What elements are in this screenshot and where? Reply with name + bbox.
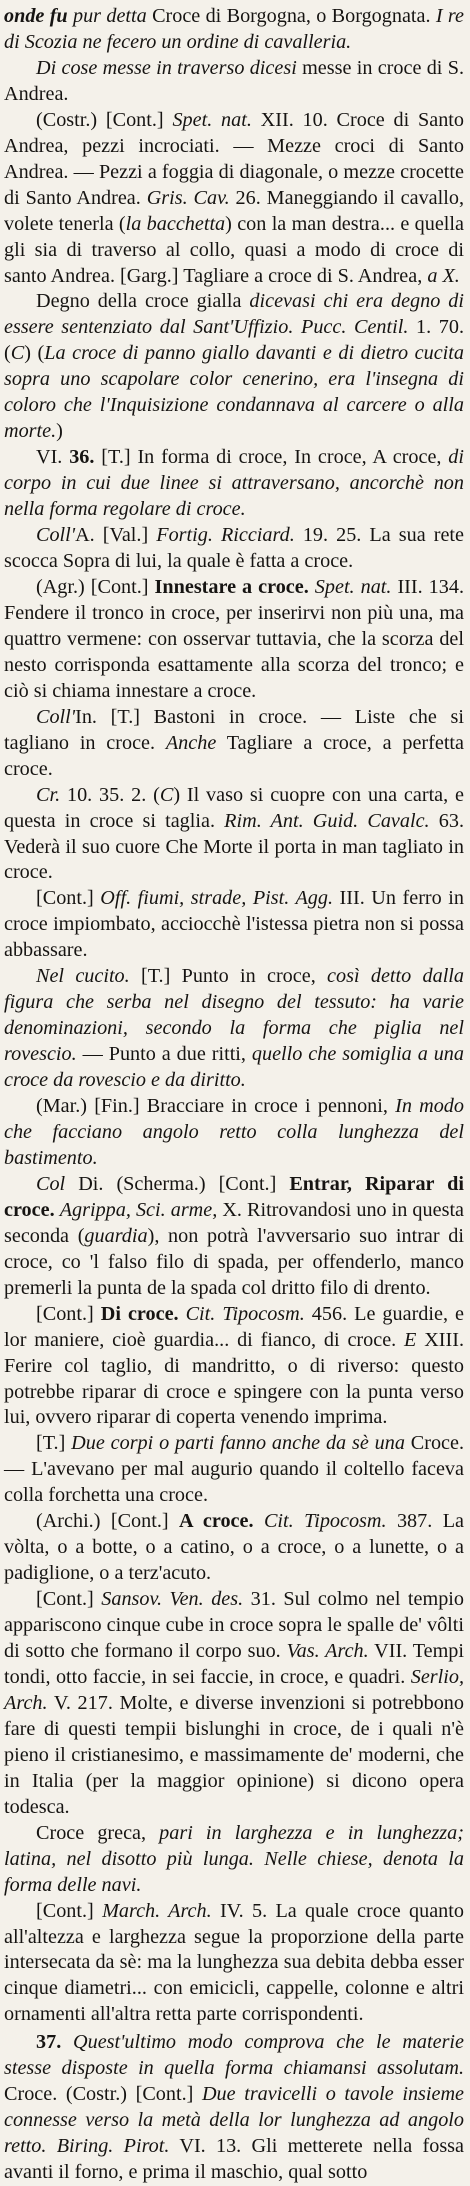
paragraph-di-croce-tipocosm: [Cont.] Di croce. Cit. Tipocosm. 456. Le guardie, e lor maniere, cioè guardia... di fianco, di croce. E XIII. Ferire col taglio, di mandritto, o di riverso: questo potrebbe riparar di croce e spingere con la punta verso lui, ovvero riparar di coperta venendo imprima. bbox=[4, 1302, 464, 1429]
paragraph-croce-greca: Croce greca, pari in larghezza e in lunghezza; latina, nel disotto più lunga. Nelle chiese, denota la forma delle navi. bbox=[4, 1821, 464, 1896]
paragraph-sansov-vas-serlio: [Cont.] Sansov. Ven. des. 31. Sul colmo nel tempio appariscono cinque cube in croce sopra le spalle de' vôlti di sotto che formano il corpo suo. Vas. Arch. VII. Tempi tondi, otto faccie, in sei faccie, in croce, e quadri. Serlio, Arch. V. 217. Molte, e diverse invenzioni si potrebbono fare di questi tempii bislunghi in croce, de i quali n'è pieno il cristianesimo, e massimamente de' moderni, che in Italia (per la maggior opinione) si dicono opera todesca. bbox=[4, 1588, 464, 1818]
paragraph-spet-nat-croce-santo-andrea: (Costr.) [Cont.] Spet. nat. XII. 10. Croce di Santo Andrea, pezzi incrociati. — Mezze croci di Santo Andrea. — Pezzi a foggia di diagonale, o mezze crocette di Santo Andrea. Gris. Cav. 26. Maneggiando il cavallo, volete tenerla (la bacchetta) con la man destra... e quella gli sia di traverso al collo, quasi a modo di croce di santo Andrea. [Garg.] Tagliare a croce di S. Andrea, a X. bbox=[4, 108, 465, 287]
paragraph-march-arch: [Cont.] March. Arch. IV. 5. La quale croce quanto all'altezza e larghezza segue la proporzione della parte intersecata da sè: ma la lunghezza sua debita debba esser cinque diametri... con emicicli, cappelle, colonne e altri ornamenti all'altra retta parte corrispondenti. bbox=[4, 1899, 464, 2026]
paragraph-borgogna-croce: onde fu pur detta Croce di Borgogna, o Borgognata. I re di Scozia ne fecero un ordine di cavalleria. bbox=[4, 5, 464, 53]
paragraph-bastoni-in-croce: Coll'In. [T.] Bastoni in croce. — Liste che si tagliano in croce. Anche Tagliare a croce, a perfetta croce. bbox=[4, 705, 464, 780]
paragraph-innestare-a-croce: (Agr.) [Cont.] Innestare a croce. Spet. nat. III. 134. Fendere il tronco in croce, per inserirvi non più una, ma quattro vermene: con osservar tuttavia, che la scorza del nesto corrisponda esattamente alla scorza del tronco; e ciò si chiama innestare a croce. bbox=[4, 575, 465, 702]
paragraph-croce-gialla: Degno della croce gialla dicevasi chi era degno di essere sentenziato dal Sant'Uffizio. Pucc. Centil. 1. 70. (C) (La croce di panno giallo davanti e di dietro cucita sopra uno scapolare color cenerino, era l'insegna di coloro che l'Inquisizione condannava al carcere o alla morte.) bbox=[4, 290, 464, 443]
paragraph-nel-cucito: Nel cucito. [T.] Punto in croce, così detto dalla figura che serba nel disegno del tessuto: ha varie denominazioni, secondo la forma che piglia nel rovescio. — Punto a due ritti, quello che somiglia a una croce da rovescio e da diritto. bbox=[4, 965, 465, 1092]
paragraph-fortig-ricciard: Coll'A. [Val.] Fortig. Ricciard. 19. 25. La sua rete scocca Sopra di lui, la quale è fatta a croce. bbox=[4, 524, 464, 573]
paragraph-scherma-entrar: Col Di. (Scherma.) [Cont.] Entrar, Riparar di croce. Agrippa, Sci. arme, X. Ritrovandosi uno in questa seconda (guardia), non potrà l'avversario suo intrar di croce, co 'l falso filo di spada, per offenderlo, manco premerli la punta de la spada col dritto filo di drento. bbox=[4, 1172, 465, 1299]
paragraph-due-corpi: [T.] Due corpi o parti fanno anche da sè una Croce. — L'avevano per mal augurio quando il coltello faceva colla forchetta una croce. bbox=[4, 1432, 465, 1507]
paragraph-off-fiumi: [Cont.] Off. fiumi, strade, Pist. Agg. III. Un ferro in croce impiombato, acciocchè l'istessa pietra non si possa abbassare. bbox=[4, 887, 464, 962]
paragraph-bracciare-pennoni: (Mar.) [Fin.] Bracciare in croce i pennoni, In modo che facciano angolo retto colla lunghezza del bastimento. bbox=[4, 1095, 464, 1169]
paragraph-messe-in-croce: Di cose messe in traverso dicesi messe in croce di S. Andrea. bbox=[4, 56, 464, 105]
paragraph-cr-rim-ant-guid: Cr. 10. 35. 2. (C) Il vaso si cuopre con una carta, e questa in croce si taglia. Rim. Ant. Guid. Cavalc. 63. Vederà il suo cuore Che Morte il porta in man tagliato in croce. bbox=[4, 783, 465, 884]
paragraph-section-37: 37. Quest'ultimo modo comprova che le materie stesse disposte in quella forma chiamansi assolutam. Croce. (Costr.) [Cont.] Due travicelli o tavole insieme connesse verso la metà della lor lunghezza ad angolo retto. Biring. Pirot. VI. 13. Gli metterete nella fossa avanti il forno, e prima il maschio, qual sotto bbox=[4, 2031, 464, 2184]
paragraph-section-36: VI. 36. [T.] In forma di croce, In croce, A croce, di corpo in cui due linee si attraversano, ancorchè non nella forma regolare di croce. bbox=[4, 446, 464, 521]
paragraph-archi-a-croce: (Archi.) [Cont.] A croce. Cit. Tipocosm. 387. La vòlta, o a botte, o a catino, o a croce, o a lunette, o a padiglione, o a terz'acuto. bbox=[4, 1510, 464, 1585]
